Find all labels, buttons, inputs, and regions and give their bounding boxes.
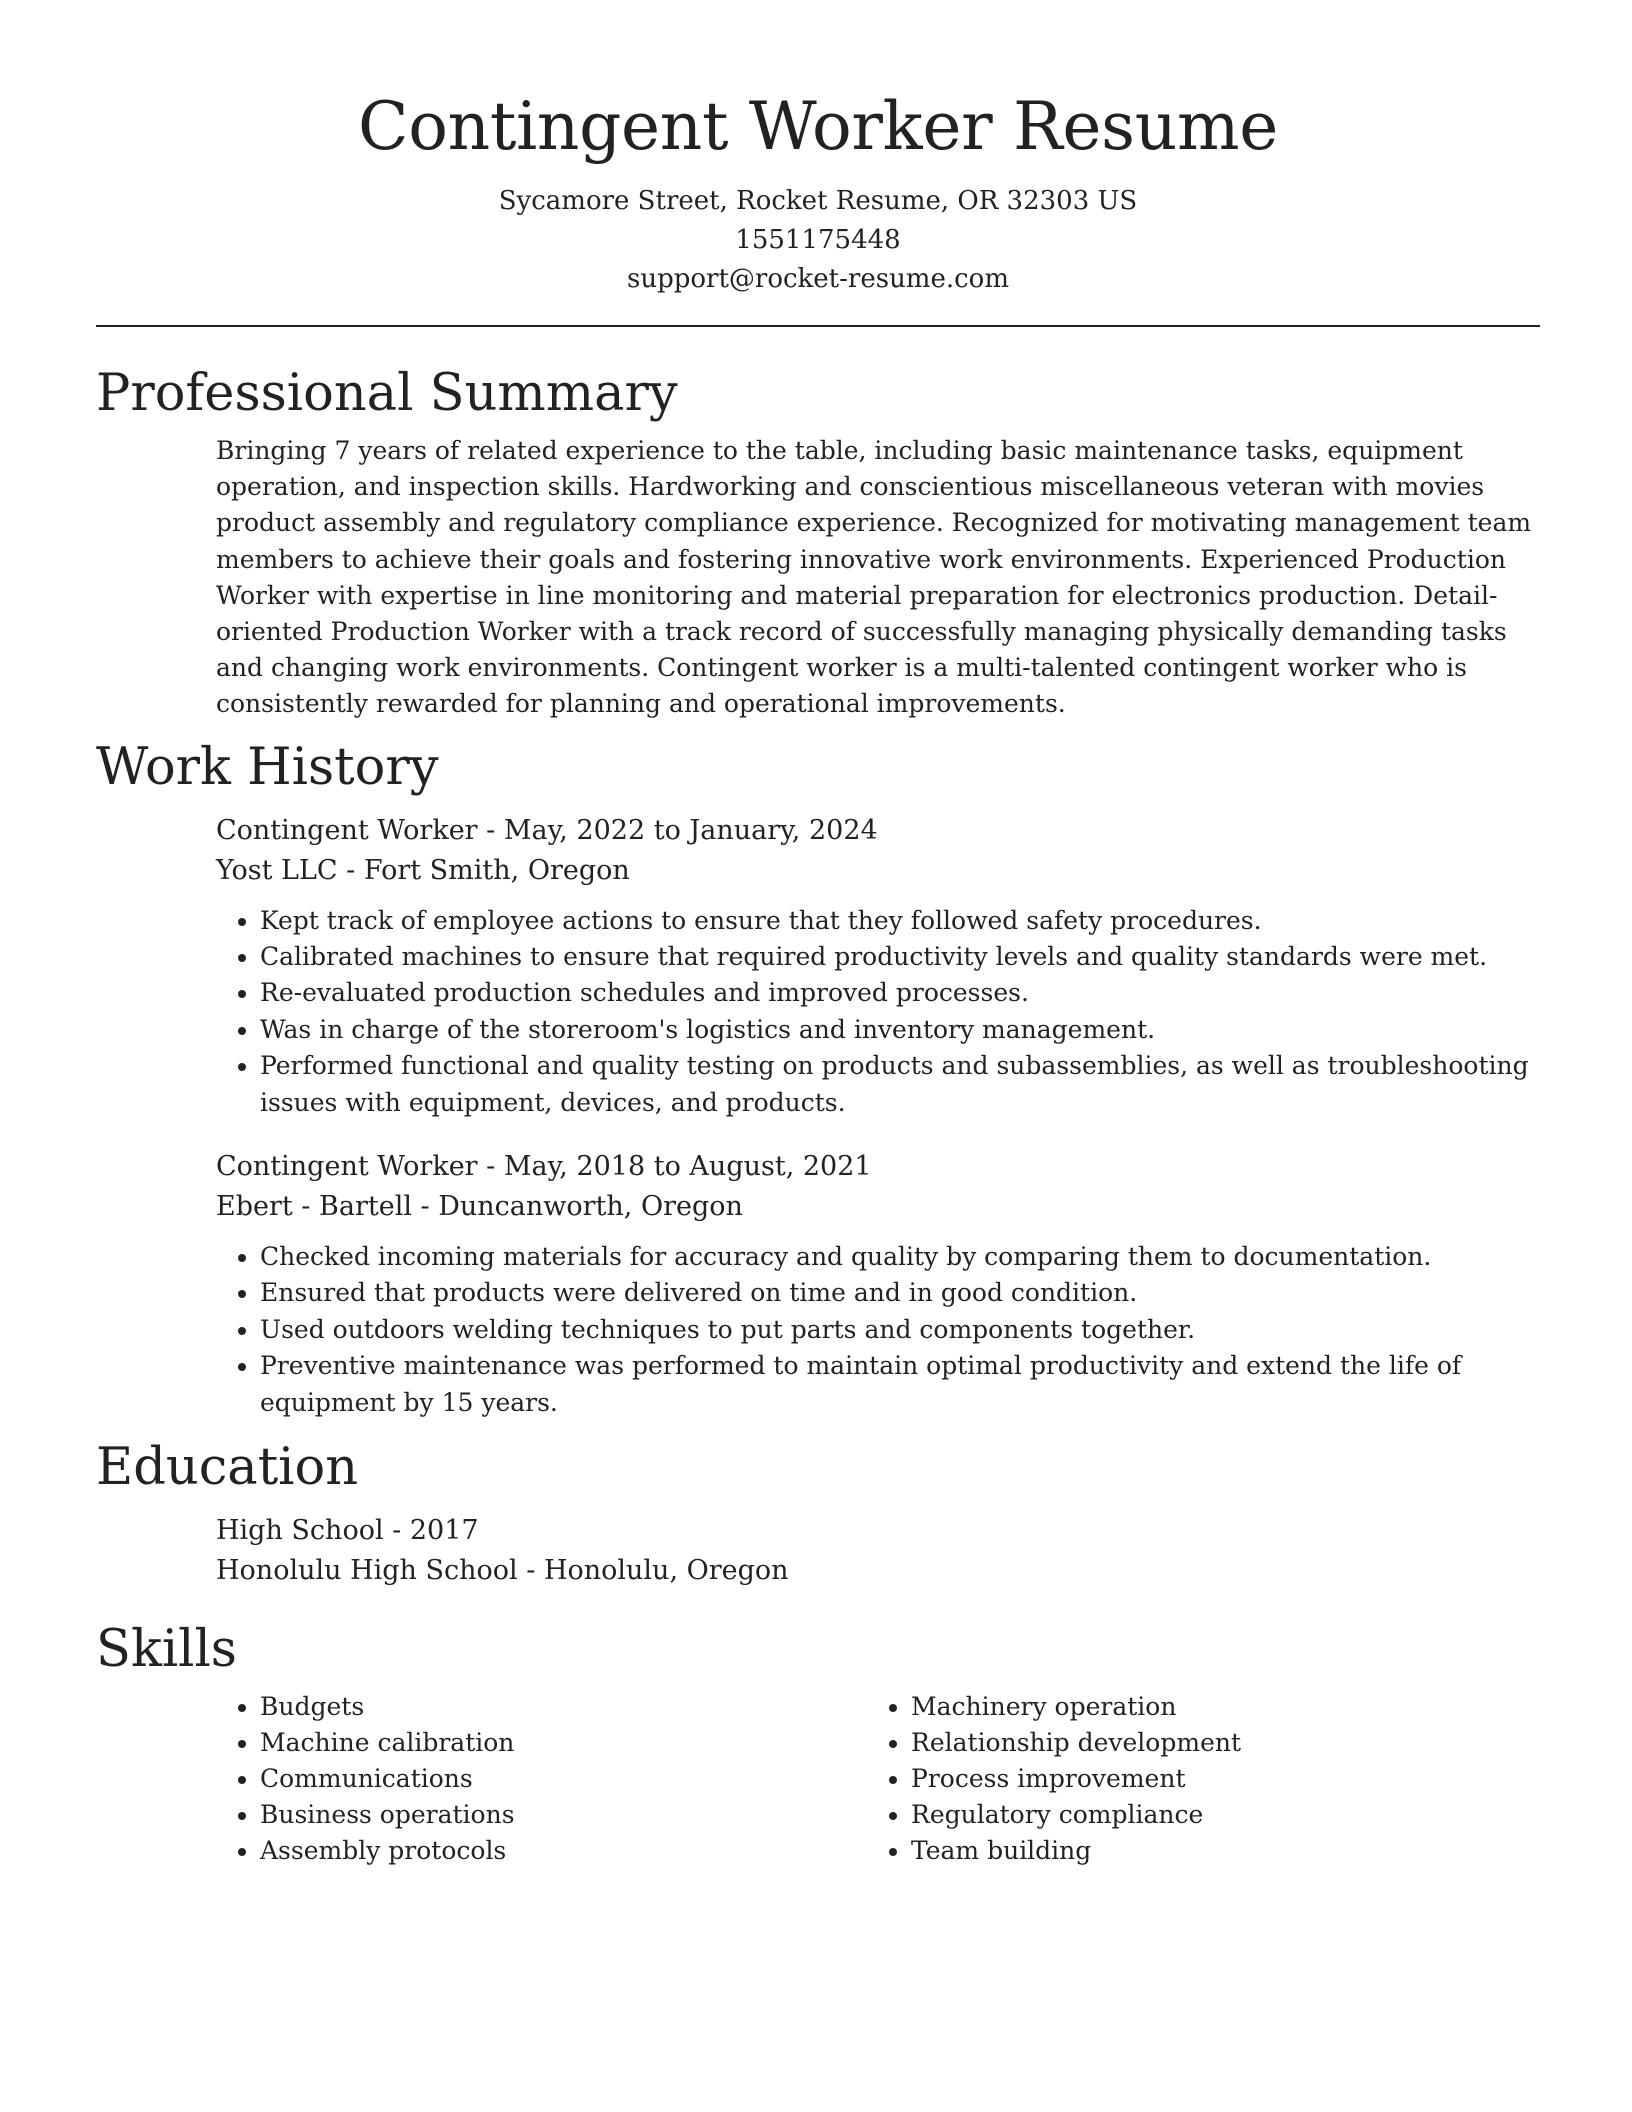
skills-section <box>96 1619 1540 1869</box>
list-item: • Calibrated machines to ensure that required productivity levels and quality standards were met. <box>260 939 1540 975</box>
contact-address: Sycamore Street, Rocket Resume, OR 32303 US <box>498 186 1138 216</box>
job-duties-list <box>216 1239 1540 1421</box>
job-company-line: Yost LLC - Fort Smith, Oregon <box>216 854 630 886</box>
list-item: • Used outdoors welding techniques to put parts and components together. <box>260 1312 1540 1348</box>
education-school-line: Honolulu High School - Honolulu, Oregon <box>216 1555 789 1587</box>
education-degree-line: High School - 2017 <box>216 1515 479 1547</box>
skill-item: • Machinery operation <box>911 1689 1518 1725</box>
summary-text: Bringing 7 years of related experience to the table, including basic maintenance tasks, equipment operation, and inspection skills. Hardworking and conscientious miscellaneous veteran with movies product assembly and regulatory compliance experience. Recognized for motivating management team members to achieve their goals and fostering innovative work environments. Experienced Production Worker with expertise in line monitoring and material preparation for electronics production. Detail-oriented Production Worker with a track record of successfully managing physically demanding tasks and changing work environments. Contingent worker is a multi-talented contingent worker who is consistently rewarded for planning and operational improvements. <box>216 436 1532 719</box>
contact-phone: 1551175448 <box>735 225 901 255</box>
skill-item: • Machine calibration <box>260 1725 867 1761</box>
job-entry <box>216 1147 1540 1421</box>
job-title-line: Contingent Worker - May, 2018 to August, 2021 <box>216 1151 872 1183</box>
skill-item: • Assembly protocols <box>260 1833 867 1869</box>
skill-item: • Team building <box>911 1833 1518 1869</box>
work-history-section <box>96 737 1540 1421</box>
contact-email: support@rocket-resume.com <box>626 264 1009 294</box>
resume-header <box>96 0 1540 299</box>
work-history-heading: Work History <box>96 737 439 797</box>
skills-list-right <box>867 1689 1518 1869</box>
job-entry <box>216 811 1540 1121</box>
list-item: • Ensured that products were delivered on time and in good condition. <box>260 1275 1540 1311</box>
skill-item: • Communications <box>260 1761 867 1797</box>
summary-section <box>96 363 1540 723</box>
job-title-line: Contingent Worker - May, 2022 to January, 2024 <box>216 814 878 846</box>
page-title: Contingent Worker Resume <box>358 88 1278 165</box>
education-section <box>96 1437 1540 1591</box>
resume-page <box>96 0 1540 1869</box>
skill-item: • Business operations <box>260 1797 867 1833</box>
skill-item: • Regulatory compliance <box>911 1797 1518 1833</box>
list-item: • Checked incoming materials for accuracy and quality by comparing them to documentation. <box>260 1239 1540 1275</box>
skills-grid <box>216 1689 1540 1869</box>
list-item: • Kept track of employee actions to ensure that they followed safety procedures. <box>260 903 1540 939</box>
header-divider <box>96 325 1540 327</box>
skill-item: • Budgets <box>260 1689 867 1725</box>
education-entry <box>216 1511 1540 1591</box>
job-company-line: Ebert - Bartell - Duncanworth, Oregon <box>216 1191 743 1223</box>
skills-list-left <box>216 1689 867 1869</box>
list-item: • Was in charge of the storeroom's logistics and inventory management. <box>260 1012 1540 1048</box>
list-item: • Preventive maintenance was performed to maintain optimal productivity and extend the life of equipment by 15 years. <box>260 1348 1540 1421</box>
education-heading: Education <box>96 1438 359 1498</box>
list-item: • Performed functional and quality testing on products and subassemblies, as well as troubleshooting issues with equipment, devices, and products. <box>260 1048 1540 1121</box>
skills-heading: Skills <box>96 1620 237 1680</box>
contact-info <box>96 182 1540 299</box>
skill-item: • Relationship development <box>911 1725 1518 1761</box>
summary-heading: Professional Summary <box>96 364 678 423</box>
skill-item: • Process improvement <box>911 1761 1518 1797</box>
job-duties-list <box>216 903 1540 1121</box>
list-item: • Re-evaluated production schedules and improved processes. <box>260 975 1540 1011</box>
